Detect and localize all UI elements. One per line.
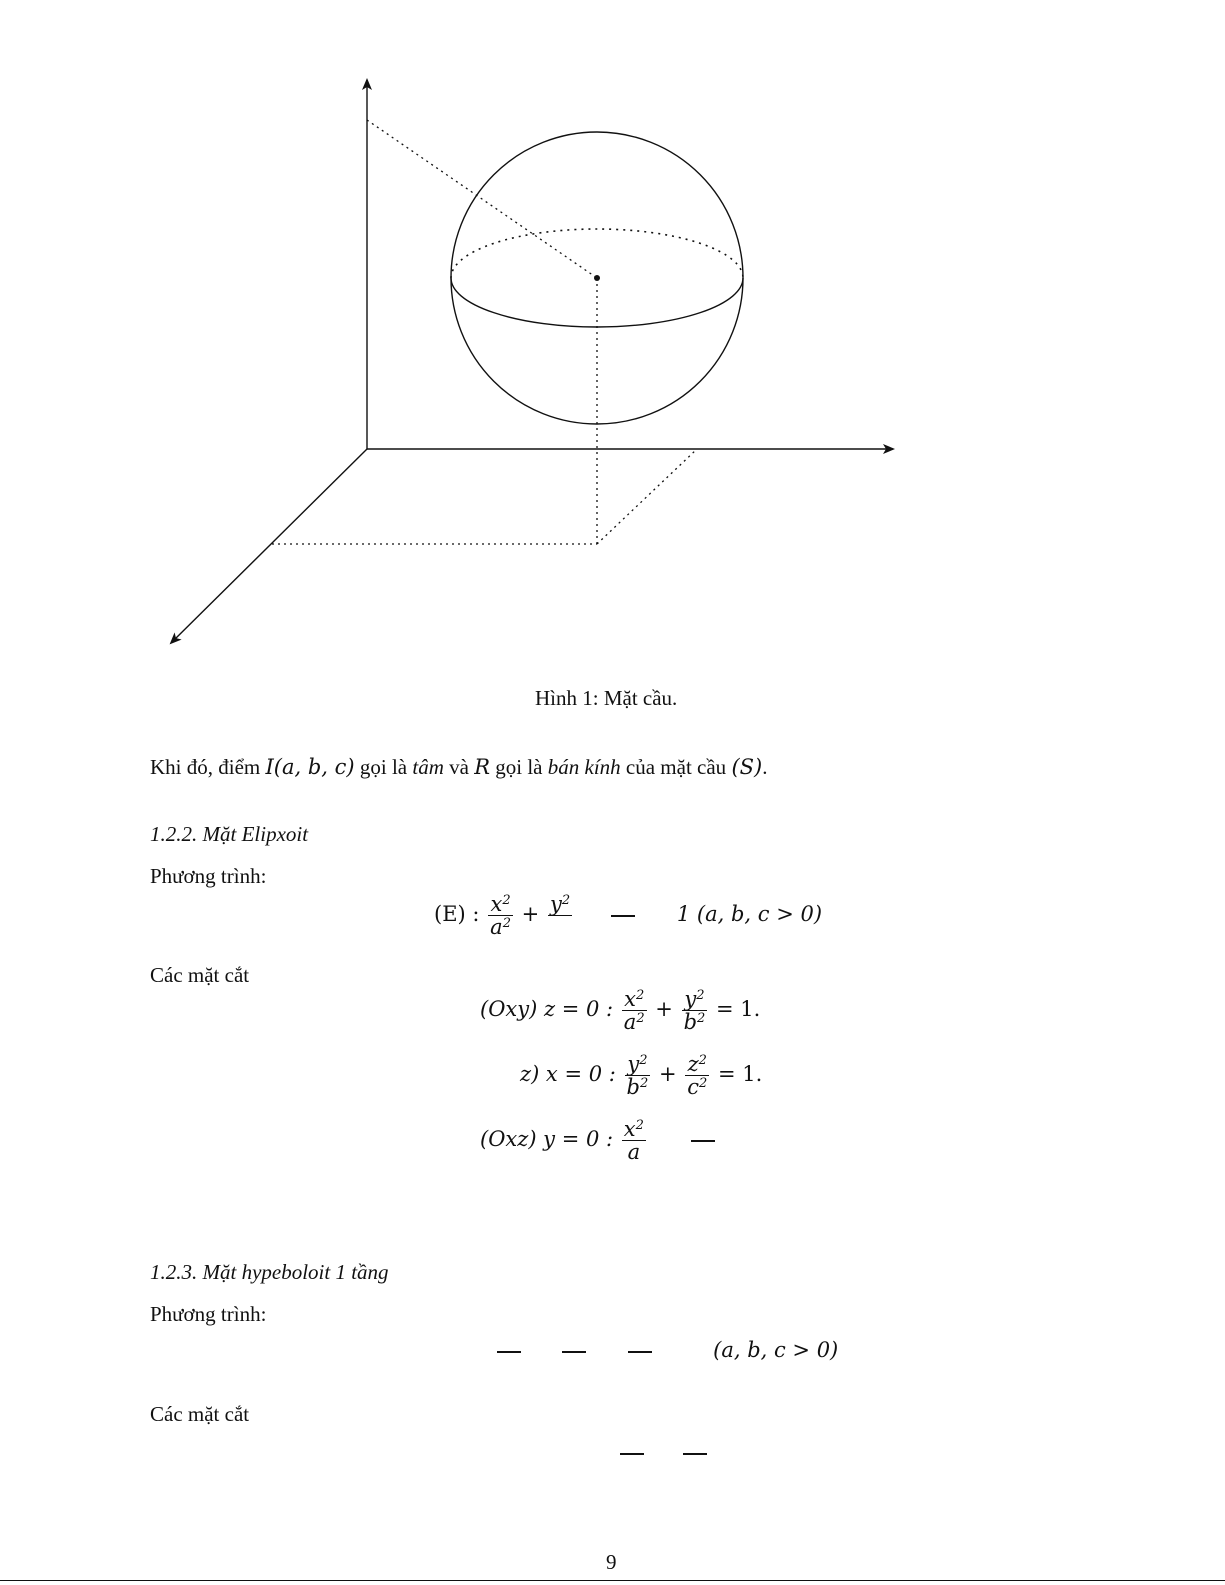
- exponent: 2: [639, 1075, 649, 1091]
- eq-lhs: (E) :: [434, 902, 480, 927]
- plus-sign: +: [658, 1062, 677, 1087]
- plane-label: (Oxz) y = 0 :: [480, 1127, 614, 1152]
- cross-section-oxy: [480, 988, 760, 1033]
- bottom-rule: [0, 1580, 1225, 1581]
- section-heading-hyperboloid: 1.2.3. Mặt hypeboloit 1 tầng: [150, 1260, 389, 1284]
- cross-section-oxz: [480, 1118, 715, 1163]
- missing-term-dash: [683, 1453, 707, 1455]
- numerator: x: [490, 892, 503, 916]
- sphere-center-point: [594, 275, 600, 281]
- figure-caption: Hình 1: Mặt cầu.: [535, 686, 678, 710]
- text-segment: gọi là: [354, 755, 413, 779]
- text-segment: của mặt cầu: [620, 755, 732, 779]
- center-point: I(a, b, c): [265, 755, 355, 779]
- equation-label: Phương trình:: [150, 864, 267, 888]
- exponent: 2: [502, 892, 511, 908]
- plane-label: (Oxy) z = 0 :: [480, 997, 614, 1022]
- denominator: b: [683, 1010, 698, 1035]
- fraction: [682, 988, 708, 1033]
- fraction: [685, 1053, 709, 1098]
- denominator: a: [623, 1010, 637, 1035]
- fraction: [548, 893, 572, 938]
- eq-rhs: 1 (a, b, c > 0): [676, 902, 823, 927]
- denominator: a: [627, 1140, 641, 1165]
- radius-term: bán kính: [547, 755, 621, 779]
- plus-sign: +: [521, 902, 540, 927]
- text-segment: và: [443, 755, 475, 779]
- plus-sign: +: [655, 997, 673, 1022]
- projection-line-y: [597, 449, 697, 544]
- text-segment: .: [762, 755, 768, 779]
- exponent: 2: [696, 987, 705, 1003]
- missing-term-dash: [628, 1351, 652, 1353]
- numerator: y: [627, 1052, 640, 1076]
- cross-sections-label: Các mặt cắt: [150, 963, 250, 987]
- text-segment: Khi đó, điểm: [150, 755, 266, 779]
- missing-term-dash: [611, 915, 635, 917]
- center-term: tâm: [412, 755, 444, 779]
- denominator: a: [490, 915, 503, 940]
- fraction: [622, 1118, 646, 1163]
- radius-symbol: R: [474, 755, 490, 779]
- numerator: z: [687, 1052, 699, 1076]
- sphere-description: [150, 755, 767, 780]
- plane-label: z) x = 0 :: [520, 1062, 616, 1087]
- exponent: 2: [561, 892, 571, 908]
- denominator: b: [626, 1075, 640, 1100]
- fraction: [625, 1053, 651, 1098]
- exponent: 2: [699, 1075, 708, 1091]
- eq-rhs: = 1.: [717, 1062, 763, 1087]
- cross-section-oyz: [520, 1053, 762, 1098]
- projection-line-z: [367, 120, 597, 278]
- section-heading-ellipsoid: 1.2.2. Mặt Elipxoit: [150, 822, 309, 846]
- exponent: 2: [698, 1052, 707, 1068]
- exponent: 2: [635, 1117, 644, 1133]
- exponent: 2: [502, 915, 511, 931]
- page-number: 9: [606, 1550, 617, 1574]
- sphere-figure: [0, 0, 1225, 660]
- exponent: 2: [697, 1010, 706, 1026]
- exponent: 2: [636, 1010, 645, 1026]
- missing-term-dash: [497, 1351, 521, 1353]
- denominator: c: [687, 1075, 700, 1100]
- x-axis: [171, 449, 367, 643]
- text-segment: gọi là: [490, 755, 548, 779]
- exponent: 2: [639, 1052, 648, 1068]
- missing-term-dash: [562, 1351, 586, 1353]
- numerator: x: [623, 1117, 636, 1141]
- numerator: x: [624, 987, 636, 1011]
- equator-back: [451, 229, 743, 278]
- ellipsoid-equation: [434, 893, 822, 938]
- numerator: y: [549, 892, 562, 916]
- hyperboloid-cross-section-fragment: [620, 1440, 707, 1465]
- surface-symbol: (S): [731, 755, 763, 779]
- missing-term-dash: [620, 1453, 644, 1455]
- fraction: [488, 893, 513, 938]
- numerator: y: [684, 987, 697, 1011]
- hyperboloid-equation: [497, 1338, 838, 1362]
- fraction: [622, 988, 647, 1033]
- equation-label: Phương trình:: [150, 1302, 267, 1326]
- eq-rhs: = 1.: [716, 997, 761, 1022]
- cross-sections-label: Các mặt cắt: [150, 1402, 250, 1426]
- exponent: 2: [635, 987, 645, 1003]
- missing-term-dash: [691, 1140, 715, 1142]
- condition: (a, b, c > 0): [713, 1338, 839, 1362]
